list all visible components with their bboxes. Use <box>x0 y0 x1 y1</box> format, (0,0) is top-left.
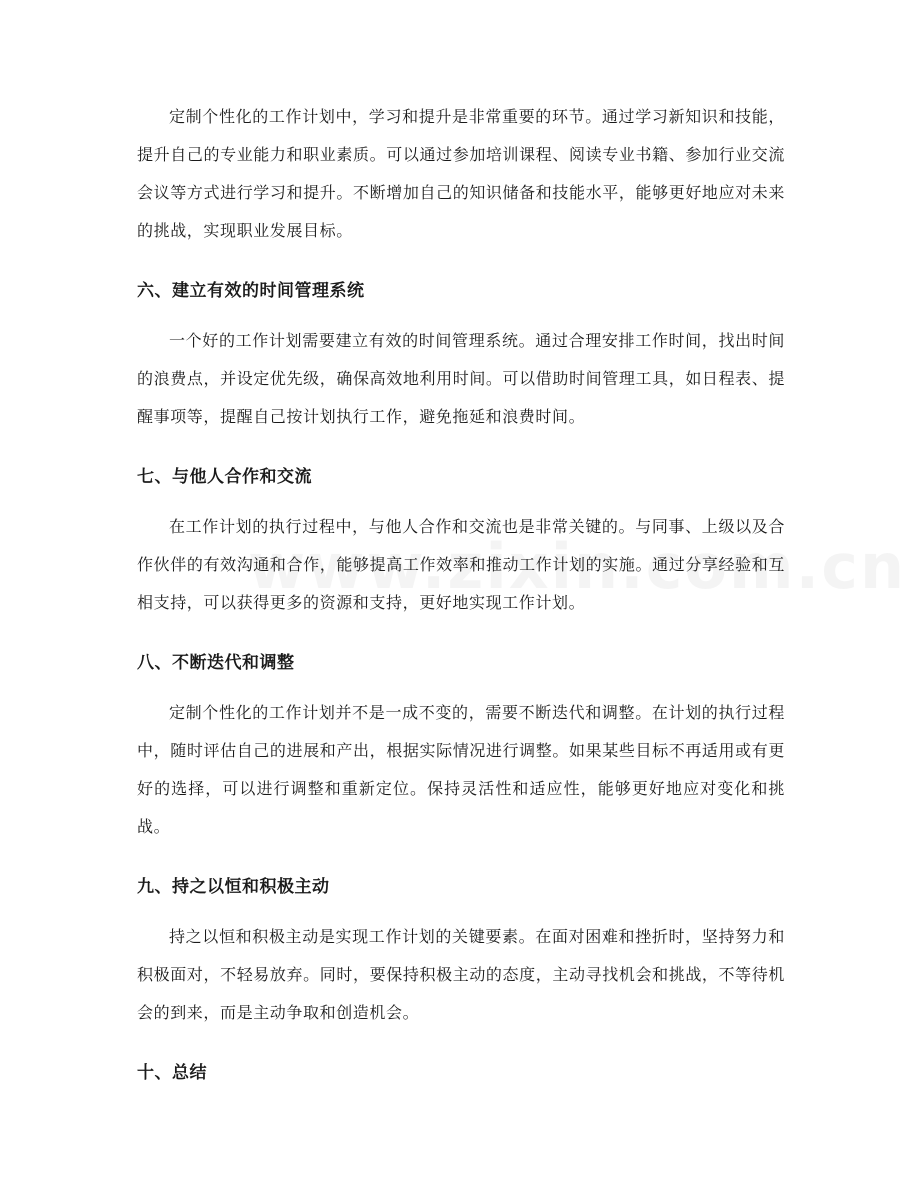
section-8-heading: 八、不断迭代和调整 <box>137 653 295 673</box>
section-6-paragraph: 一个好的工作计划需要建立有效的时间管理系统。通过合理安排工作时间，找出时间的浪费点，并设定优先级，确保高效地利用时间。可以借助时间管理工具，如日程表、提醒事项等，提醒自己按计划执行工作，避免拖延和浪费时间。 <box>137 331 785 426</box>
section-7-paragraph: 在工作计划的执行过程中，与他人合作和交流也是非常关键的。与同事、上级以及合作伙伴的有效沟通和合作，能够提高工作效率和推动工作计划的实施。通过分享经验和互相支持，可以获得更多的资源和支持，更好地实现工作计划。 <box>137 517 785 612</box>
section-9-heading: 九、持之以恒和积极主动 <box>137 877 330 897</box>
section-8-paragraph: 定制个性化的工作计划并不是一成不变的，需要不断迭代和调整。在计划的执行过程中，随时评估自己的进展和产出，根据实际情况进行调整。如果某些目标不再适用或有更好的选择，可以进行调整和重新定位。保持灵活性和适应性，能够更好地应对变化和挑战。 <box>137 703 785 836</box>
section-6-heading: 六、建立有效的时间管理系统 <box>137 281 365 301</box>
section-7-heading: 七、与他人合作和交流 <box>137 467 312 487</box>
section-10-heading: 十、总结 <box>137 1063 207 1083</box>
document-body <box>137 98 785 1086</box>
section-9-paragraph: 持之以恒和积极主动是实现工作计划的关键要素。在面对困难和挫折时，坚持努力和积极面对，不轻易放弃。同时，要保持积极主动的态度，主动寻找机会和挑战，不等待机会的到来，而是主动争取和创造机会。 <box>137 927 785 1022</box>
intro-paragraph: 定制个性化的工作计划中，学习和提升是非常重要的环节。通过学习新知识和技能，提升自己的专业能力和职业素质。可以通过参加培训课程、阅读专业书籍、参加行业交流会议等方式进行学习和提升。不断增加自己的知识储备和技能水平，能够更好地应对未来的挑战，实现职业发展目标。 <box>137 107 785 240</box>
